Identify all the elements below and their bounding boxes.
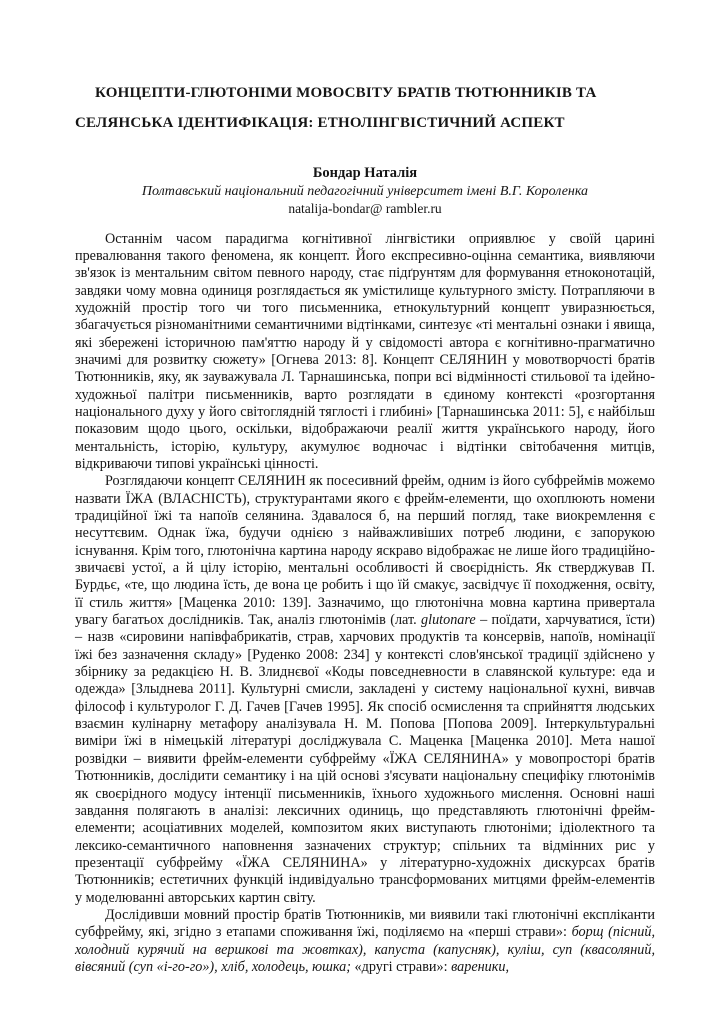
body-paragraph: Останнім часом парадигма когнітивної лінгвістики оприявлює у своїй царині превалювання такого феномена, як концепт. Його експресивно-оцінна семантика, виявляючи зв'язок із ментальним світом певного народу, стає підґрунтям для формування етноконотацій, завдяки чому мовна одиниця розглядається як умістилище культурного змісту. Потрапляючи в художній простір того чи того письменника, етнокультурний концепт увиразнюється, збагачується різноманітними семантичними відтінками, синтезує «ті ментальні ознаки і явища, які збережені історичною пам'яттю народу й у свідомості автора є когнітивно-прагматично значимі для розвитку сюжету» [Огнева 2013: 8]. Концепт СЕЛЯНИН у мовотворчості братів Тютюнників, яку, як зауважувала Л. Тарнашинська, попри всі відмінності стильової та ідейно-художньої палітри письменників, варто розглядати в єдиному контексті «розгортання національного духу у його світоглядній тяглості і глибині» [Тарнашинська 2011: 5], є найбільш показовим щодо цього, оскільки, відображаючи реалії життя українського народу, його ментальність, історію, культуру, акумулює водночас і відтінки світобачення митців, відкриваючи типові українські цінності. <box>75 230 655 472</box>
paper-title-line-2: СЕЛЯНСЬКА ІДЕНТИФІКАЦІЯ: ЕТНОЛІНГВІСТИЧНИЙ АСПЕКТ <box>75 115 565 131</box>
body-paragraph: Розглядаючи концепт СЕЛЯНИН як посесивний фрейм, одним із його субфреймів можемо назвати ЇЖА (ВЛАСНІСТЬ), структурантами якого є фрейм-елементи, що охоплюють номени традиційної їжі та напоїв селянина. Здавалося б, на перший погляд, таке виокремлення є несуттєвим. Однак їжа, будучи однією з найважливіших потреб людини, є запорукою існування. Крім того, глютонічна картина народу яскраво відображає не лише його традиційно-звичаєві устої, а й цілу історію, ментальні особливості й своєрідність. Як стверджував П. Бурдьє, «те, що людина їсть, де вона це робить і що їй смакує, засвідчує її походження, освіту, її стиль життя» [Маценка 2010: 139]. Зазначимо, що глютонічна мовна картина привертала увагу багатьох дослідників. Так, аналіз глютонімів (лат. glutonare – поїдати, харчуватися, їсти) – назв «сировини напівфабрикатів, страв, харчових продуктів та консервів, напоїв, номінації їжі без зазначення складу» [Руденко 2008: 234] у контексті слов'янської традиції здійснено у збірнику за редакцією Н. В. Злиднєвої «Коды повседневности в славянской культуре: еда и одежда» [Злыднева 2011]. Культурні смисли, закладені у систему національної кухні, вивчав філософ і культуролог Г. Д. Гачев [Гачев 1995]. Як спосіб осмислення та сприйняття людських взаємин кулінарну метафору аналізувала Н. М. Попова [Попова 2009]. Інтеркультуральні виміри їжі в німецькій літературі досліджувала С. Маценка [Маценка 2010]. Мета нашої розвідки – виявити фрейм-елементи субфрейму «ЇЖА СЕЛЯНИНА» у мовопросторі братів Тютюнників, дослідити семантику і на цій основі з'ясувати національну специфіку глютонімів як своєрідного модусу інтенції письменників, їхнього художнього мислення. Основні наші завдання полягають в аналізі: лексичних одиниць, що представляють глютонічні фрейм-елементи; асоціативних моделей, композитом яких виступають глютоніми; ідіолектного та лексико-семантичного наповнення зазначених структур; спільних та відмінних рис у презентації субфрейму «ЇЖА СЕЛЯНИНА» у літературно-художніх дискурсах братів Тютюнників; естетичних функцій індивідуально трансформованих митцями фрейм-елементів у моделюванні авторських картин світу. <box>75 473 655 906</box>
author-email: natalija-bondar@ rambler.ru <box>288 201 442 216</box>
article-body <box>75 231 655 977</box>
paper-title-line-1: КОНЦЕПТИ-ГЛЮТОНІМИ МОВОСВІТУ БРАТІВ ТЮТЮННИКІВ ТА <box>95 85 597 101</box>
body-paragraph: Дослідивши мовний простір братів Тютюнників, ми виявили такі глютонічні експліканти субфрейму, які, згідно з етапами споживання їжі, поділяємо на «перші страви»: борщ (пісний, холодний курячий на вершкові та жовтках), капуста (капусняк), куліш, суп (квасоляний, вівсяний (суп «і-го-го»), хліб, холодець, юшка; «другі страви»: вареники, <box>75 906 655 975</box>
paper-title <box>75 78 655 138</box>
author-block <box>75 165 655 218</box>
author-name: Бондар Наталія <box>312 165 418 181</box>
author-affiliation: Полтавський національний педагогічний університет імені В.Г. Короленка <box>141 183 589 199</box>
